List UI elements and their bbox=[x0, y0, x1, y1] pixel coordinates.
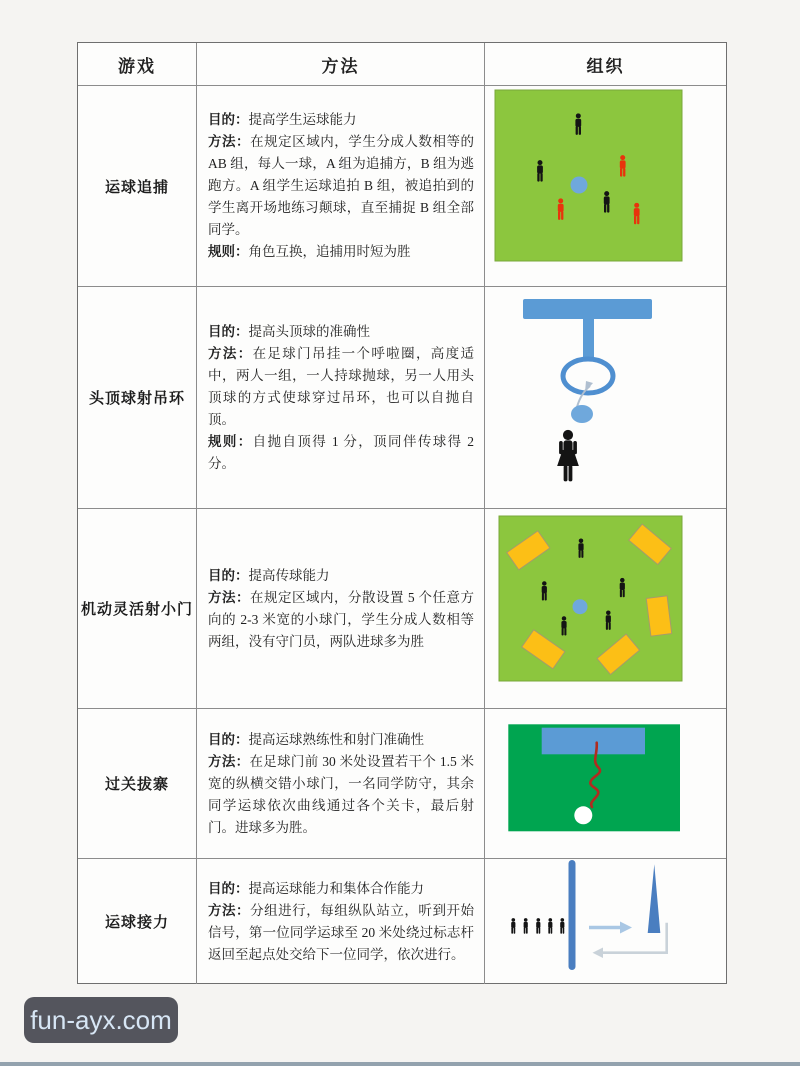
diagram-cell-dribble-chase bbox=[485, 86, 726, 287]
method-text: 在规定区域内，学生分成人数相等的 AB 组，每人一球，A 组为追捕方，B 组为逃跑方。A 组学生运球追拍 B 组，被追拍到的学生离开场地练习颠球，直至捕捉 B 组全部同学。 bbox=[208, 134, 475, 237]
dribble-chase-diagram bbox=[485, 86, 726, 287]
diagram-cell-dribble-relay bbox=[485, 859, 726, 984]
purpose-line bbox=[208, 321, 474, 343]
purpose-label: 目的： bbox=[208, 880, 249, 896]
method-text: 在规定区域内，分散设置 5 个任意方向的 2-3 米宽的小球门，学生分成人数相等两组，没有守门员，两队进球多为胜 bbox=[208, 589, 474, 649]
method-line bbox=[208, 587, 474, 653]
game-name-flexible-gates: 机动灵活射小门 bbox=[78, 509, 197, 709]
rule-line bbox=[208, 241, 474, 263]
purpose-text: 提高传球能力 bbox=[248, 567, 330, 583]
rule-text: 自抛自顶得 1 分，顶同伴传球得 2 分。 bbox=[208, 433, 475, 471]
game-name-dribble-relay: 运球接力 bbox=[78, 859, 197, 984]
purpose-text: 提高头顶球的准确性 bbox=[248, 323, 370, 339]
player-black-icon bbox=[511, 918, 515, 934]
ball-icon bbox=[571, 405, 593, 423]
forward-arrowhead bbox=[620, 922, 632, 934]
rule-text: 角色互换，追捕用时短为胜 bbox=[248, 244, 411, 259]
purpose-label: 目的： bbox=[208, 112, 249, 127]
method-text: 在足球门前 30 米处设置若干个 1.5 米宽的纵横交错小球门，一名同学防守，其余同学运球依次曲线通过各个关卡，最后射门。进球多为胜。 bbox=[208, 753, 475, 835]
purpose-label: 目的： bbox=[208, 323, 249, 339]
player-black-icon bbox=[548, 918, 552, 934]
method-text-header-hoop bbox=[197, 287, 485, 509]
column-header-method: 方法 bbox=[197, 43, 485, 86]
football-games-table bbox=[77, 42, 727, 984]
diagram-cell-flexible-gates bbox=[485, 509, 726, 709]
purpose-text: 提高运球熟练性和射门准确性 bbox=[248, 731, 424, 747]
game-name-dribble-chase: 运球追捕 bbox=[78, 86, 197, 287]
goal-post bbox=[583, 318, 594, 359]
gate-rect bbox=[646, 596, 671, 636]
method-label: 方法： bbox=[208, 345, 253, 361]
method-line bbox=[208, 131, 474, 241]
goal-crossbar bbox=[523, 299, 652, 319]
purpose-text: 提高学生运球能力 bbox=[248, 112, 357, 127]
header-hoop-diagram bbox=[485, 287, 726, 509]
player-black-icon bbox=[524, 918, 528, 934]
flexible-gates-diagram bbox=[485, 509, 726, 709]
ball-icon bbox=[571, 177, 588, 194]
goal-area-rect bbox=[542, 728, 645, 755]
game-name-header-hoop: 头顶球射吊环 bbox=[78, 287, 197, 509]
rule-label: 规则： bbox=[208, 244, 249, 259]
column-header-organization: 组织 bbox=[485, 43, 726, 86]
ball-icon bbox=[574, 806, 592, 824]
purpose-line bbox=[208, 729, 474, 751]
rule-label: 规则： bbox=[208, 433, 253, 449]
dribble-relay-diagram bbox=[485, 859, 726, 984]
purpose-line bbox=[208, 109, 474, 131]
method-text: 分组进行，每组纵队站立，听到开始信号，第一位同学运球至 20 米处绕过标志杆返回至起点处交给下一位同学，依次进行。 bbox=[208, 902, 475, 962]
method-label: 方法： bbox=[208, 589, 250, 605]
method-line bbox=[208, 343, 474, 431]
site-watermark: fun-ayx.com bbox=[24, 997, 178, 1043]
player-icon bbox=[557, 430, 579, 481]
footer-bar bbox=[0, 1062, 800, 1066]
marker-cone-icon bbox=[648, 864, 661, 933]
column-header-game: 游戏 bbox=[78, 43, 197, 86]
game-name-pass-checkpoints: 过关拔寨 bbox=[78, 709, 197, 859]
method-label: 方法： bbox=[208, 134, 251, 149]
purpose-line bbox=[208, 878, 474, 900]
method-text-pass-checkpoints bbox=[197, 709, 485, 859]
method-text-flexible-gates bbox=[197, 509, 485, 709]
purpose-text: 提高运球能力和集体合作能力 bbox=[248, 880, 424, 896]
purpose-label: 目的： bbox=[208, 731, 249, 747]
pass-checkpoints-diagram bbox=[485, 709, 726, 859]
diagram-cell-header-hoop bbox=[485, 287, 726, 509]
method-text: 在足球门吊挂一个呼啦圈，高度适中，两人一组，一人持球抛球，另一人用头顶球的方式使球穿过吊环，也可以自抛自顶。 bbox=[208, 345, 475, 427]
rule-line bbox=[208, 431, 474, 475]
field-rect bbox=[495, 90, 682, 261]
purpose-label: 目的： bbox=[208, 567, 249, 583]
method-line bbox=[208, 900, 474, 966]
method-label: 方法： bbox=[208, 753, 250, 769]
diagram-cell-pass-checkpoints bbox=[485, 709, 726, 859]
player-black-icon bbox=[560, 918, 564, 934]
player-black-icon bbox=[536, 918, 540, 934]
method-text-dribble-chase bbox=[197, 86, 485, 287]
return-arrowhead bbox=[593, 948, 604, 959]
purpose-line bbox=[208, 565, 474, 587]
method-text-dribble-relay bbox=[197, 859, 485, 984]
method-line bbox=[208, 751, 474, 839]
ball-path-arrow bbox=[577, 386, 590, 407]
method-label: 方法： bbox=[208, 902, 251, 918]
start-line-bar bbox=[569, 860, 576, 970]
ball-icon bbox=[573, 599, 588, 614]
